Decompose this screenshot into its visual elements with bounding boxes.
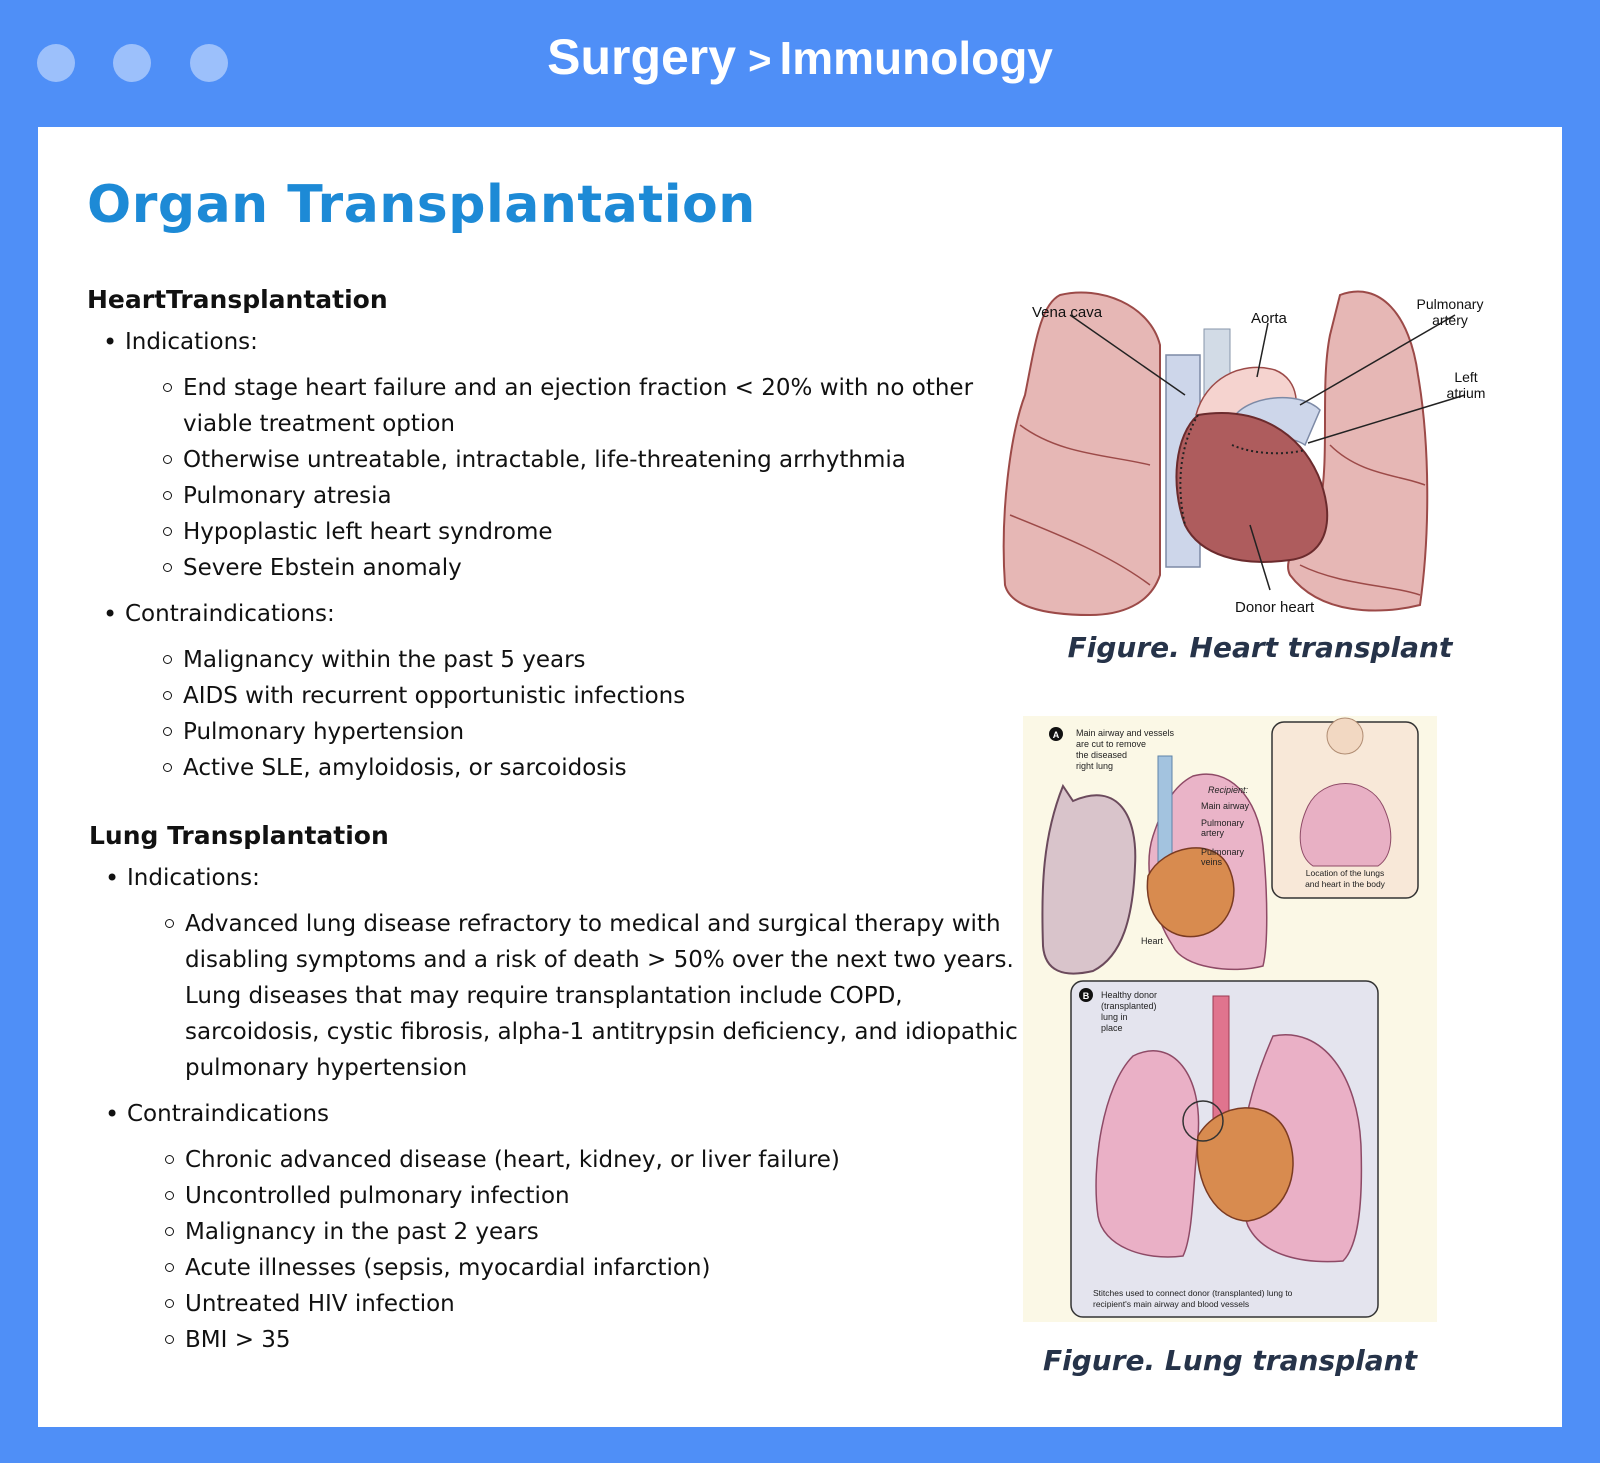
list-item: Untreated HIV infection [127, 1286, 1039, 1322]
heart-label: Heart [1141, 936, 1164, 946]
content-page [38, 127, 1562, 1427]
lung-transplant-section [89, 821, 1039, 1358]
heart-indications-item [87, 324, 1047, 586]
cut-note-line: right lung [1076, 761, 1114, 771]
list-item: Severe Ebstein anomaly [125, 550, 1047, 586]
breadcrumb-separator: > [748, 39, 772, 83]
heart-indications-list [125, 370, 1047, 586]
list-item: Pulmonary hypertension [125, 714, 1047, 750]
cut-note-line: Main airway and vessels [1076, 728, 1175, 738]
heart-criteria-list [87, 324, 1047, 786]
figure-caption-heart: Figure. Heart transplant [1067, 631, 1453, 664]
contraindications-label: Contraindications: [125, 601, 335, 627]
heart-contraindications-list [125, 642, 1047, 786]
cut-note-line: the diseased [1076, 750, 1128, 760]
list-item: Malignancy within the past 5 years [125, 642, 1047, 678]
label-left-atrium: Left [1454, 369, 1478, 385]
panel-a-marker: A [1052, 730, 1060, 740]
list-item: Acute illnesses (sepsis, myocardial infarction) [127, 1250, 1039, 1286]
donor-note-line: place [1101, 1023, 1123, 1033]
left-lung-shape [1288, 292, 1427, 611]
list-item: Malignancy in the past 2 years [127, 1214, 1039, 1250]
cut-note-line: are cut to remove [1076, 739, 1147, 749]
label-left-atrium-2: atrium [1446, 385, 1486, 401]
pulmonary-artery-label: Pulmonary [1201, 818, 1245, 828]
label-donor-heart: Donor heart [1235, 599, 1315, 616]
figure-caption-lung: Figure. Lung transplant [1043, 1344, 1417, 1377]
lung-transplant-illustration [1023, 716, 1437, 1322]
lung-indications-item [89, 860, 1039, 1086]
inset-head-shape [1327, 718, 1363, 754]
section-heading-lung: Lung Transplantation [89, 821, 389, 850]
heart-transplant-section [87, 285, 1047, 786]
list-item: Otherwise untreatable, intractable, life-threatening arrhythmia [125, 442, 1047, 478]
donor-note-line: lung in [1101, 1012, 1128, 1022]
list-item: Hypoplastic left heart syndrome [125, 514, 1047, 550]
lung-indications-list [127, 906, 1039, 1086]
panel-b-marker: B [1082, 991, 1090, 1001]
indications-label: Indications: [125, 329, 258, 355]
donor-note-line: (transplanted) [1101, 1001, 1157, 1011]
heart-contraindications-item [87, 596, 1047, 786]
label-aorta: Aorta [1251, 310, 1287, 327]
label-pulmonary-artery: Pulmonary [1416, 296, 1484, 312]
pulmonary-veins-label: Pulmonary [1201, 847, 1245, 857]
list-item: Uncontrolled pulmonary infection [127, 1178, 1039, 1214]
list-item: AIDS with recurrent opportunistic infections [125, 678, 1047, 714]
lung-contraindications-item [89, 1096, 1039, 1358]
right-lung-shape [1004, 292, 1160, 615]
heart-transplant-illustration [1000, 285, 1520, 625]
contraindications-label: Contraindications [127, 1101, 330, 1127]
location-note-line: and heart in the body [1305, 879, 1385, 889]
breadcrumb-subject[interactable]: Surgery [547, 29, 737, 85]
indications-label: Indications: [127, 865, 260, 891]
window-title [0, 28, 1600, 86]
list-item: BMI > 35 [127, 1322, 1039, 1358]
list-item: Advanced lung disease refractory to medical and surgical therapy with disabling symptoms and a risk of death > 50% over the next two years. Lung diseases that may require transplantation include COPD, sarcoidosis, cystic fibrosis, alpha-1 antitrypsin deficiency, and idiopathic pulmonary hypertension [127, 906, 1039, 1086]
list-item: Chronic advanced disease (heart, kidney, or liver failure) [127, 1142, 1039, 1178]
recipient-label: Recipient: [1208, 785, 1249, 795]
label-vena-cava: Vena cava [1032, 304, 1103, 321]
stitches-note-line: recipient's main airway and blood vessels [1093, 1299, 1250, 1309]
label-pulmonary-artery-2: artery [1432, 312, 1468, 328]
lung-contraindications-list [127, 1142, 1039, 1358]
list-item: Active SLE, amyloidosis, or sarcoidosis [125, 750, 1047, 786]
pulmonary-artery-label-2: artery [1201, 828, 1225, 838]
list-item: End stage heart failure and an ejection fraction < 20% with no other viable treatment option [125, 370, 1047, 442]
page-title: Organ Transplantation [87, 175, 756, 235]
section-heading-heart: HeartTransplantation [87, 285, 388, 314]
breadcrumb-topic[interactable]: Immunology [779, 32, 1053, 84]
stitches-note-line: Stitches used to connect donor (transplanted) lung to [1093, 1288, 1293, 1298]
donor-note-line: Healthy donor [1101, 990, 1158, 1000]
main-airway-label: Main airway [1201, 801, 1250, 811]
pulmonary-veins-label-2: veins [1201, 857, 1223, 867]
location-note-line: Location of the lungs [1305, 868, 1385, 878]
lung-criteria-list [89, 860, 1039, 1358]
list-item: Pulmonary atresia [125, 478, 1047, 514]
